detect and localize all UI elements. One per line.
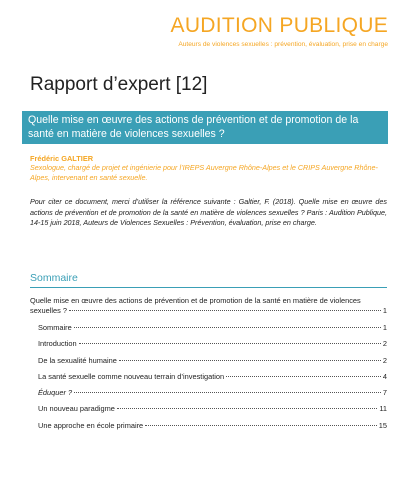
toc-entry[interactable] [38,356,387,372]
brand-header [171,14,388,48]
toc-divider [30,287,387,288]
toc-leader [74,327,381,328]
toc-leader [69,310,381,311]
toc-entry-main-page: 1 [382,306,387,315]
report-title: Rapport d’expert [12] [30,74,208,95]
author-name: Frédéric GALTIER [30,154,94,163]
toc-entry[interactable] [38,323,387,339]
toc-entry-label: Une approche en école primaire [38,420,144,430]
toc-entry-page: 7 [382,388,387,398]
toc-leader [226,376,381,377]
toc-entry-page: 1 [382,323,387,332]
citation-text: Pour citer ce document, merci d’utiliser la référence suivante : Galtier, F. (2018). Quelle mise en œuvre des actions de prévention et de promotion de la santé en matière de violences sexuelles ? Paris : Audition Publique, 14-15 juin 2018, Auteurs de Violences Sexuelles : Prévention, évaluation, prise en charge. [30,197,387,227]
toc-entry-label: La santé sexuelle comme nouveau terrain d’investigation [38,371,225,381]
toc-entry[interactable] [38,339,387,355]
brand-title: AUDITION PUBLIQUE [170,14,388,37]
toc-entry[interactable] [38,404,387,420]
toc-entry-page: 4 [382,371,387,381]
author-description: Sexologue, chargé de projet et ingénierie pour l’IREPS Auvergne Rhône-Alpes et le CRIPS Auvergne Rhône-Alpes, intervenant en santé sexuelle. [30,163,378,182]
toc-entry[interactable] [38,372,387,388]
toc-entry-page: 11 [379,404,387,414]
toc-heading: Sommaire [30,272,78,284]
toc-leader [119,360,381,361]
toc-entry-label: Éduquer ? [38,388,73,398]
toc-entry-label: Introduction [38,339,77,349]
brand-subtitle: Auteurs de violences sexuelles : prévention, évaluation, prise en charge [178,41,388,48]
toc-entry-label: De la sexualité humaine [38,355,117,365]
toc-entry-page: 2 [382,339,387,349]
toc-entry[interactable] [38,421,387,437]
toc-leader [74,392,381,393]
toc-entry-main[interactable] [30,296,387,316]
toc-entry-label: Un nouveau paradigme [38,404,115,414]
toc-entry-page: 15 [378,420,387,430]
toc-leader [117,408,377,409]
toc-entry-main-line1: Quelle mise en œuvre des actions de prévention et de promotion de la santé en matière de violences [30,296,361,305]
toc-list [38,323,387,437]
toc-entry-label: Sommaire [38,323,72,332]
toc-entry-page: 2 [382,355,387,365]
toc-leader [145,425,377,426]
title-banner: Quelle mise en œuvre des actions de prévention et de promotion de la santé en matière de violences sexuelles ? [22,111,388,144]
author-block [30,154,385,182]
toc-entry-main-line2: sexuelles ? [30,306,67,315]
toc-entry[interactable] [38,388,387,404]
toc-leader [79,343,381,344]
